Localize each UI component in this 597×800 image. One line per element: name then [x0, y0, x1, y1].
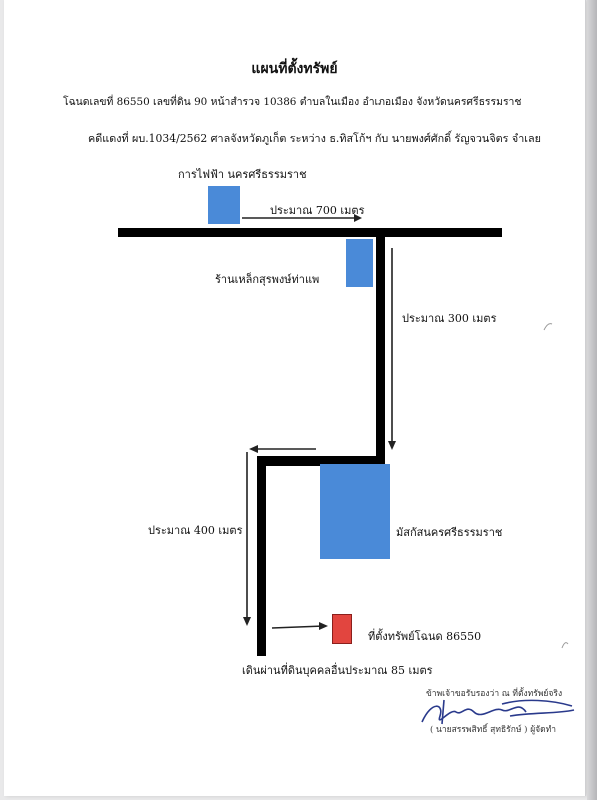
scan-edge: [587, 0, 597, 800]
deed-info-line: โฉนดเลขที่ 86550 เลขที่ดิน 90 หน้าสำรวจ 10386 ตำบลในเมือง อำเภอเมือง จังหวัดนครศรีธรรมราช: [63, 96, 522, 108]
distance-400-label: ประมาณ 400 เมตร: [148, 524, 243, 537]
side-road-vertical: [376, 236, 385, 466]
distance-700-label: ประมาณ 700 เมตร: [270, 204, 365, 217]
arrow-300m: [388, 248, 396, 450]
steel-shop-building: [346, 239, 373, 287]
steel-shop-label: ร้านเหล็กสุรพงษ์ท่าแพ: [215, 273, 320, 286]
signature-scribble: [422, 700, 574, 724]
property-marker: [332, 614, 352, 644]
electric-authority-building: [208, 186, 240, 224]
property-label: ที่ตั้งทรัพย์โฉนด 86550: [368, 630, 482, 643]
paper-mark: [562, 643, 568, 648]
main-road: [118, 228, 502, 237]
walk-note-label: เดินผ่านที่ดินบุคคลอื่นประมาณ 85 เมตร: [242, 664, 433, 677]
document-page: [4, 0, 586, 796]
certify-note: ข้าพเจ้าขอรับรองว่า ณ ที่ตั้งทรัพย์จริง: [426, 689, 563, 699]
page-title: แผนที่ตั้งทรัพย์: [251, 61, 338, 77]
mosque-building: [320, 464, 390, 559]
electric-authority-label: การไฟฟ้า นครศรีธรรมราช: [178, 168, 307, 181]
paper-mark: [544, 324, 552, 330]
mosque-label: มัสกัสนครศรีธรรมราช: [396, 526, 503, 539]
lower-road-vertical: [257, 456, 266, 656]
arrow-400m: [243, 452, 251, 626]
signer-name: ( นายสรรพสิทธิ์ สุทธิรักษ์ ) ผู้จัดทำ: [430, 725, 557, 735]
distance-300-label: ประมาณ 300 เมตร: [402, 312, 497, 325]
arrow-to-property: [272, 622, 328, 630]
case-info-line: คดีแดงที่ ผบ.1034/2562 ศาลจังหวัดภูเก็ต ระหว่าง ธ.ทิสโก้ฯ กับ นายพงศ์ศักดิ์ รัญจวนจิตร จำเลย: [88, 132, 541, 145]
arrow-left: [249, 445, 316, 453]
